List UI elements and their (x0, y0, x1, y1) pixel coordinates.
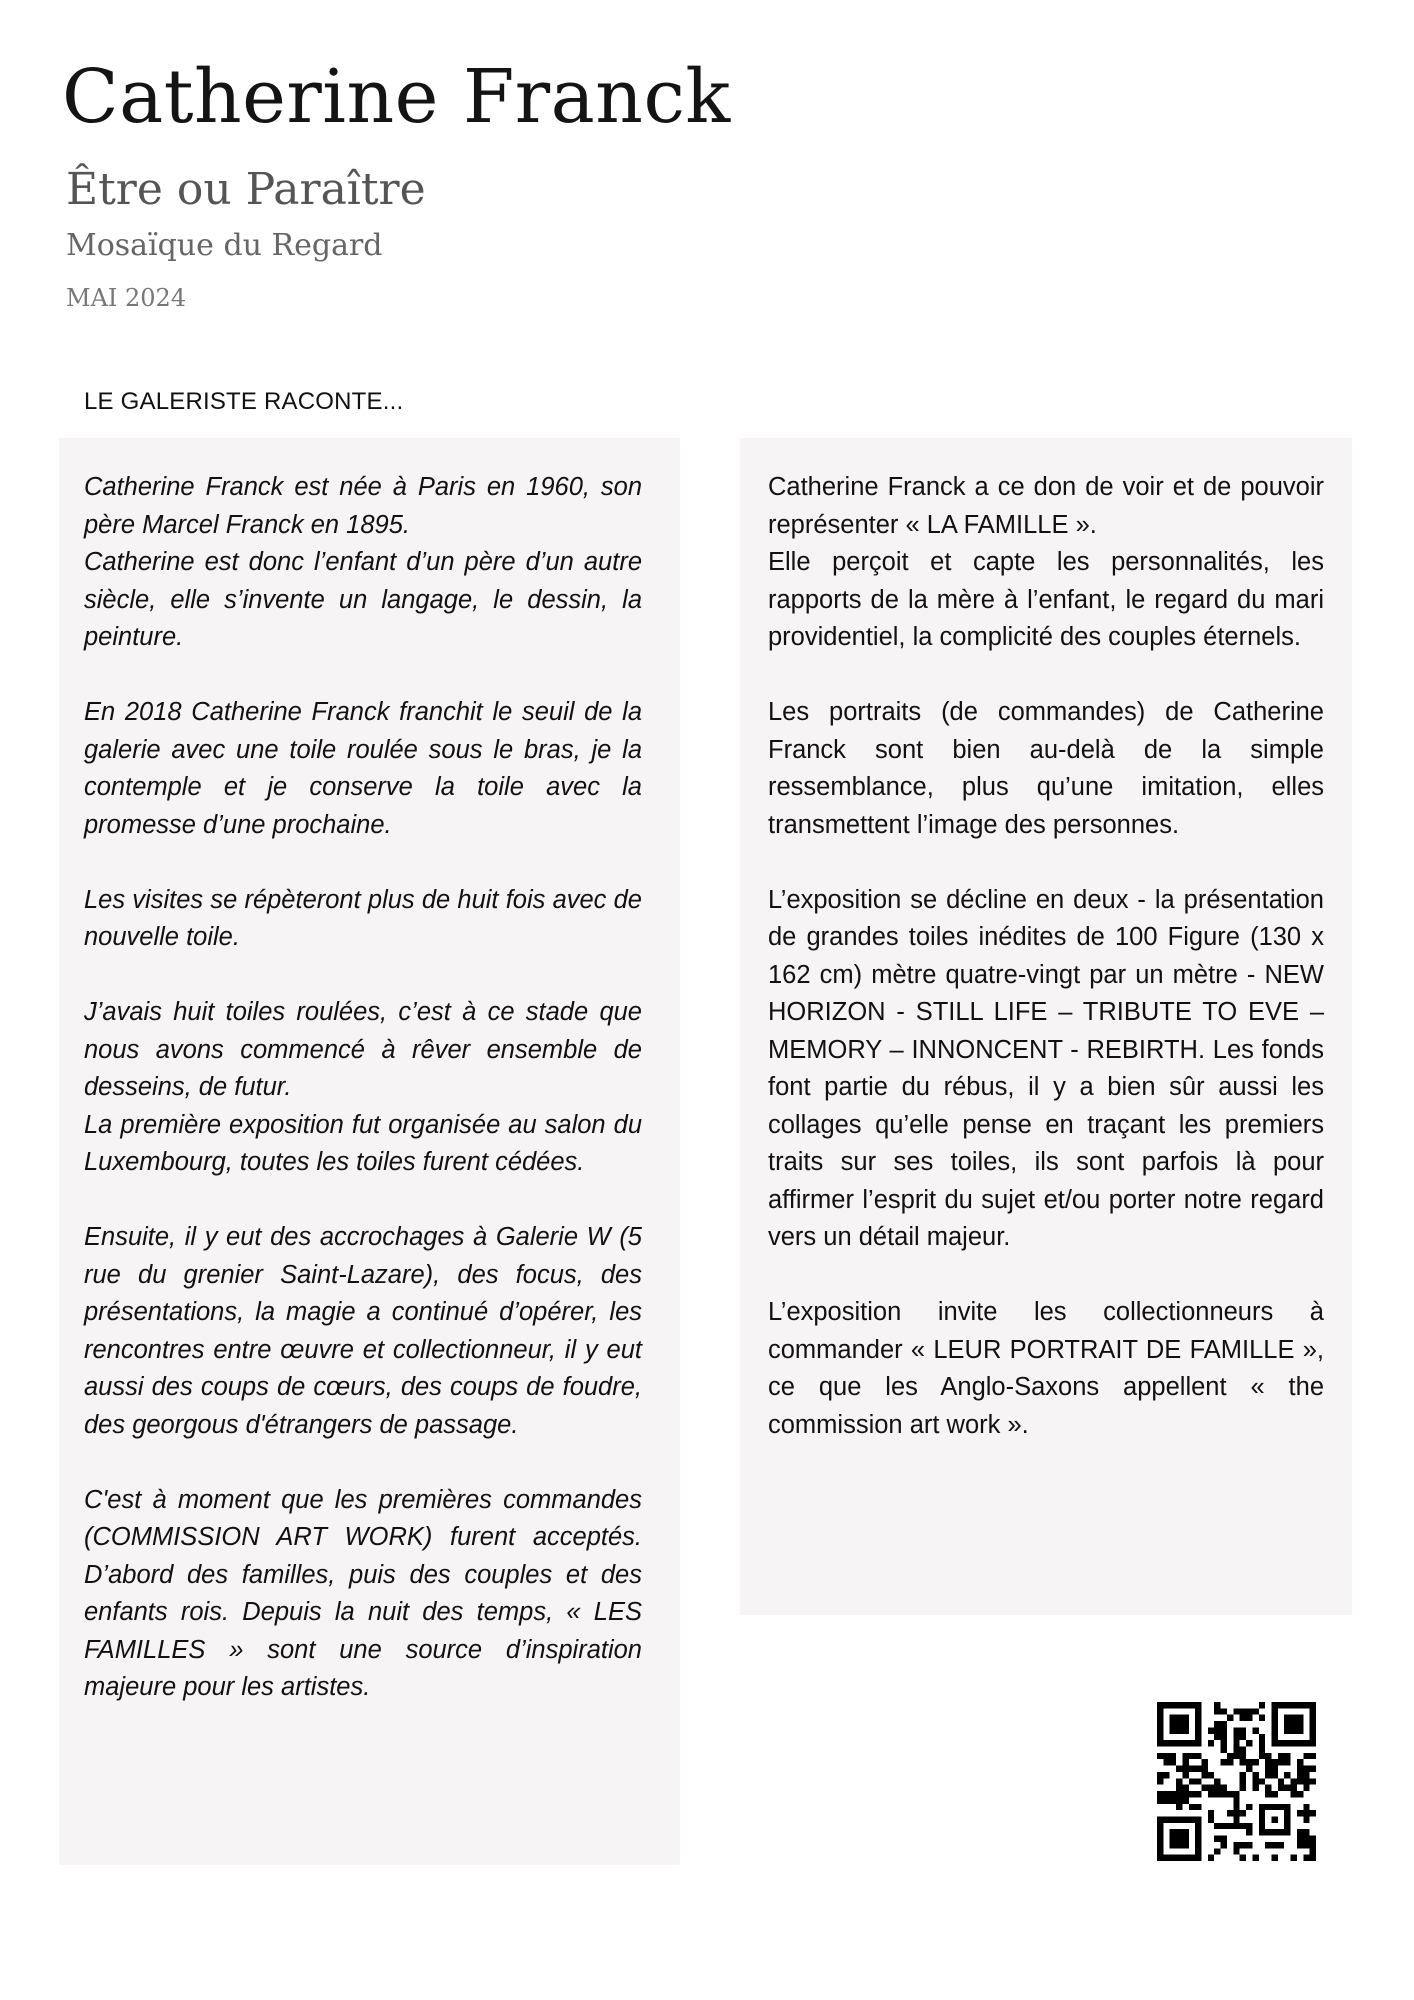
paragraph (84, 469, 642, 657)
paragraph (84, 1482, 642, 1707)
text-line: Ensuite, il y eut des accrochages à Galerie W (5 rue du grenier Saint-Lazare), des focus, des présentations, la magie a continué d’opérer, les rencontres entre œuvre et collectionneur, il y eut aussi des coups de cœurs, des coups de foudre, des georgous d'étrangers de passage. (84, 1223, 642, 1439)
text-line: L’exposition invite les collectionneurs à commander « LEUR PORTRAIT DE FAMILLE », ce que les Anglo-Saxons appellent « the commission art work ». (768, 1298, 1324, 1439)
gallerist-story-column (59, 438, 680, 1865)
paragraph (84, 994, 642, 1182)
paragraph (768, 469, 1324, 657)
text-line: Catherine Franck a ce don de voir et de pouvoir représenter « LA FAMILLE ». (768, 473, 1324, 539)
paragraph (768, 1294, 1324, 1444)
artist-name-title: Catherine Franck (62, 54, 731, 140)
text-line: L’exposition se décline en deux - la présentation de grandes toiles inédites de 100 Figure (130 x 162 cm) mètre quatre-vingt par un mètre - NEW HORIZON - STILL LIFE – TRIBUTE TO EVE – MEMORY – INNONCENT - REBIRTH. Les fonds font partie du rébus, il y a bien sûr aussi les collages qu’elle pense en traçant les premiers traits sur ses toiles, ils sont parfois là pour affirmer l’esprit du sujet et/ou porter notre regard vers un détail majeur. (768, 885, 1324, 1251)
text-line: Les portraits (de commandes) de Catherine Franck sont bien au-delà de la simple ressemblance, plus qu’une imitation, elles transmettent l’image des personnes. (768, 698, 1324, 839)
text-line: Elle perçoit et capte les personnalités, les rapports de la mère à l’enfant, le regard du mari providentiel, la complicité des couples éternels. (768, 548, 1324, 651)
qr-code-icon[interactable] (1157, 1702, 1316, 1861)
paragraph (84, 882, 642, 957)
paragraph (84, 694, 642, 844)
paragraph (768, 882, 1324, 1257)
series-title: Mosaïque du Regard (66, 228, 383, 263)
text-line: Catherine est donc l’enfant d’un père d’un autre siècle, elle s’invente un langage, le dessin, la peinture. (84, 548, 642, 651)
text-line: La première exposition fut organisée au salon du Luxembourg, toutes les toiles furent cédées. (84, 1110, 642, 1176)
section-heading: LE GALERISTE RACONTE... (84, 388, 404, 415)
text-line: J’avais huit toiles roulées, c’est à ce stade que nous avons commencé à rêver ensemble de desseins, de futur. (84, 998, 642, 1101)
text-line: En 2018 Catherine Franck franchit le seuil de la galerie avec une toile roulée sous le bras, je la contemple et je conserve la toile avec la promesse d’une prochaine. (84, 698, 642, 839)
paragraph (84, 1219, 642, 1444)
text-line: Les visites se répèteront plus de huit fois avec de nouvelle toile. (84, 885, 642, 951)
exhibition-title: Être ou Paraître (66, 164, 426, 215)
exhibition-date: MAI 2024 (66, 284, 187, 312)
paragraph (768, 694, 1324, 844)
text-line: C'est à moment que les premières commandes (COMMISSION ART WORK) furent acceptés. D’abord des familles, puis des couples et des enfants rois. Depuis la nuit des temps, « LES FAMILLES » sont une source d’inspiration majeure pour les artistes. (84, 1485, 642, 1701)
exhibition-description-column (740, 438, 1352, 1615)
text-line: Catherine Franck est née à Paris en 1960, son père Marcel Franck en 1895. (84, 473, 642, 539)
